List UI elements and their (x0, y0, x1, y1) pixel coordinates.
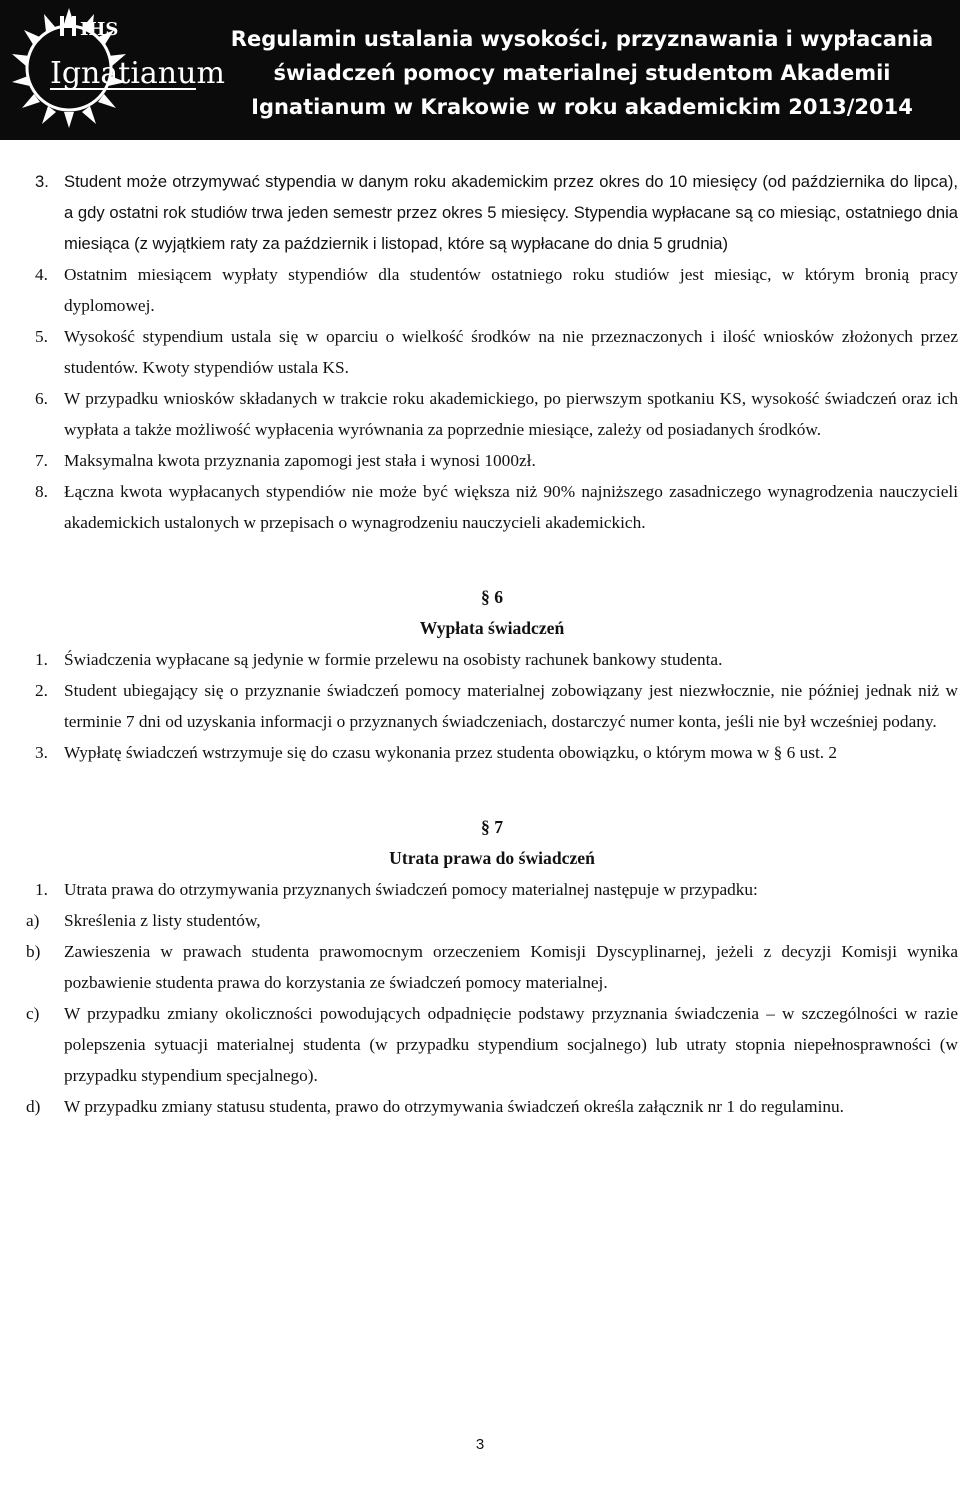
document-body (26, 166, 958, 1122)
list-item (26, 321, 958, 383)
list-item (26, 998, 958, 1091)
item-number: 2. (35, 681, 48, 700)
list-item (26, 1091, 958, 1122)
list-item (26, 905, 958, 936)
section-7-number: § 7 (481, 817, 503, 837)
document-header (0, 0, 960, 140)
item-text: Ostatnim miesiącem wypłaty stypendiów dla studentów ostatniego roku studiów jest miesiąc, w którym bronią pracy dyplomowej. (64, 265, 958, 315)
title-line: Ignatianum w Krakowie w roku akademickim 2013/2014 (251, 95, 913, 119)
logo-wordmark: Ignatianum (50, 56, 225, 91)
item-text: Skreślenia z listy studentów, (64, 911, 261, 930)
item-number: 4. (35, 265, 48, 284)
item-number: 3. (35, 172, 49, 191)
document-title (212, 22, 952, 124)
item-number: 1. (35, 880, 48, 899)
item-number: 8. (35, 482, 48, 501)
list-item (26, 936, 958, 998)
item-text: Świadczenia wypłacane są jedynie w formie przelewu na osobisty rachunek bankowy studenta. (64, 650, 723, 669)
item-text: W przypadku zmiany statusu studenta, prawo do otrzymywania świadczeń określa załącznik nr 1 do regulaminu. (64, 1097, 844, 1116)
ignatianum-logo (6, 4, 225, 130)
item-text: Zawieszenia w prawach studenta prawomocnym orzeczeniem Komisji Dyscyplinarnej, jeżeli z decyzji Komisji wynika pozbawienie studenta prawa do korzystania ze świadczeń pomocy materialnej. (64, 942, 958, 992)
section-6-number: § 6 (481, 587, 503, 607)
list-item (26, 166, 958, 259)
page-number: 3 (475, 1436, 485, 1453)
item-number: b) (26, 942, 41, 961)
list-item (26, 259, 958, 321)
item-number: 6. (35, 389, 48, 408)
item-text: Łączna kwota wypłacanych stypendiów nie może być większa niż 90% najniższego zasadniczego wynagrodzenia nauczycieli akademickich ustalonych w przepisach o wynagrodzeniu nauczycieli akademickich. (64, 482, 958, 532)
item-number: a) (26, 911, 40, 930)
item-text: Utrata prawa do otrzymywania przyznanych świadczeń pomocy materialnej następuje w przypadku: (64, 880, 758, 899)
logo-monogram: IHS (80, 19, 119, 40)
item-text: Wypłatę świadczeń wstrzymuje się do czasu wykonania przez studenta obowiązku, o którym mowa w § 6 ust. 2 (64, 743, 838, 762)
item-text: Maksymalna kwota przyznania zapomogi jest stała i wynosi 1000zł. (64, 451, 536, 470)
item-number: 5. (35, 327, 48, 346)
item-text: W przypadku wniosków składanych w trakcie roku akademickiego, po pierwszym spotkaniu KS, wysokość świadczeń oraz ich wypłata a także możliwość wypłacenia wyrównania za poprzednie miesiące, zależy od posiadanych środków. (64, 389, 958, 439)
item-number: d) (26, 1097, 41, 1116)
list-item (26, 874, 958, 905)
item-text: W przypadku zmiany okoliczności powodujących odpadnięcie podstawy przyznania świadczenia – w szczególności w razie polepszenia sytuacji materialnej studenta (w przypadku stypendium socjalnego) lub utraty stopnia niepełnosprawności (w przypadku stypendium specjalnego). (64, 1004, 958, 1085)
list-item (26, 737, 958, 768)
item-text: Wysokość stypendium ustala się w oparciu o wielkość środków na nie przeznaczonych i ilość wniosków złożonych przez studentów. Kwoty stypendiów ustala KS. (64, 327, 958, 377)
list-item (26, 476, 958, 538)
item-number: c) (26, 1004, 40, 1023)
section-7-heading: Utrata prawa do świadczeń (389, 848, 595, 868)
list-item (26, 675, 958, 737)
item-number: 1. (35, 650, 48, 669)
item-text: Student może otrzymywać stypendia w danym roku akademickim przez okres do 10 miesięcy (od października do lipca), a gdy ostatni rok studiów trwa jeden semestr przez okres 5 miesięcy. Stypendia wypłacane są co miesiąc, ostatniego dnia miesiąca (z wyjątkiem raty za październik i listopad, które są wypłacane do dnia 5 grudnia) (64, 172, 958, 253)
title-line: Regulamin ustalania wysokości, przyznawania i wypłacania (230, 27, 934, 51)
section-6-heading: Wypłata świadczeń (419, 618, 565, 638)
list-item (26, 644, 958, 675)
item-text: Student ubiegający się o przyznanie świadczeń pomocy materialnej zobowiązany jest niezwłocznie, nie później jednak niż w terminie 7 dni od uzyskania informacji o przyznanych świadczeniach, dostarczyć numer konta, jeśli nie był wcześniej podany. (64, 681, 958, 731)
item-number: 3. (35, 743, 48, 762)
list-item (26, 383, 958, 445)
title-line: świadczeń pomocy materialnej studentom Akademii (273, 61, 891, 85)
item-number: 7. (35, 451, 48, 470)
list-item (26, 445, 958, 476)
